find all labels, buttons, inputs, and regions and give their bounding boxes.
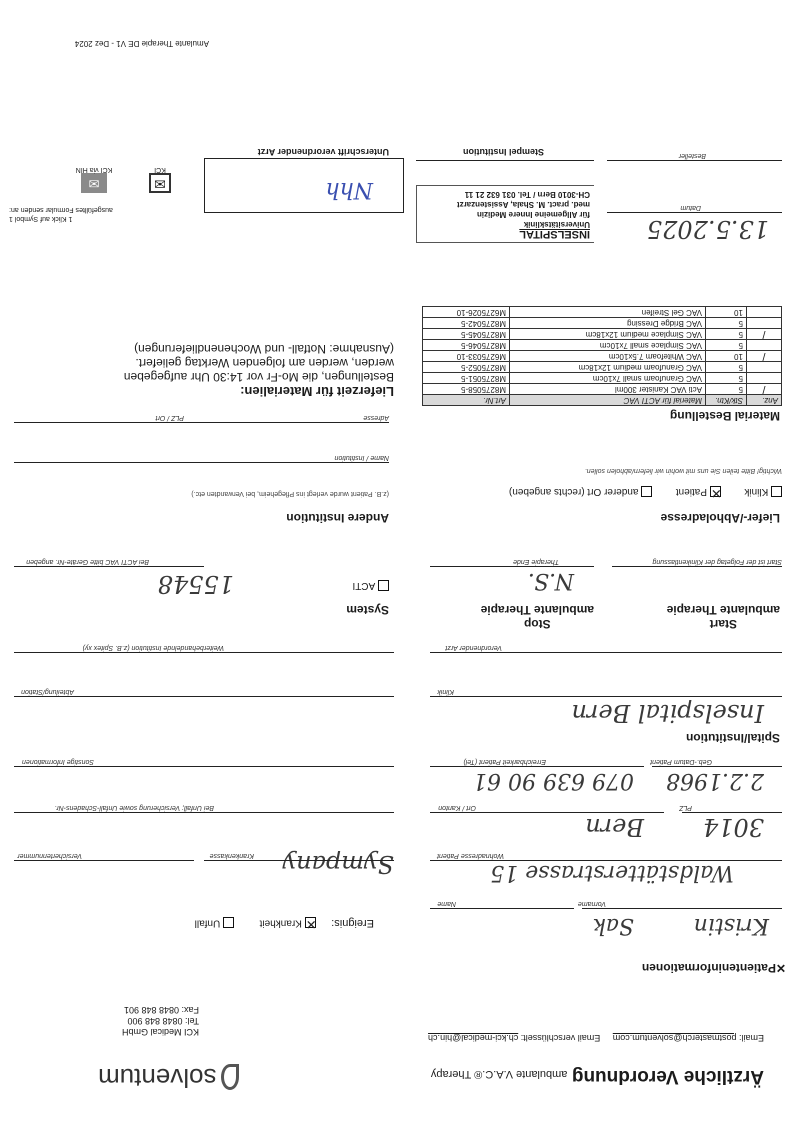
lieferzeit-title: Lieferzeit für Materialien:	[240, 384, 394, 399]
form-title	[431, 1065, 764, 1087]
envelope-icon: ✉	[149, 173, 171, 193]
date-line	[607, 212, 782, 213]
acti-row: ACTI	[352, 580, 389, 591]
material-table	[422, 306, 782, 406]
send-instructions: 1 Klick auf Symbol 1 ausgefülltes Formular senden an:	[9, 206, 113, 222]
email-main-link[interactable]: postmasterch@solventum.com	[612, 1033, 737, 1043]
insurer-value[interactable]: Sympany	[282, 850, 394, 878]
orderer-line	[607, 160, 782, 161]
city-line	[430, 812, 664, 813]
col-qty: Anz.	[747, 395, 782, 406]
table-row: 5 VAC Granufoam medium 12x18cm M8275052-5	[423, 362, 782, 373]
delivery-section-title: Liefer-/Abholadresse	[660, 511, 780, 525]
table-row: 10 VAC Gel Streifen M6275026-10	[423, 307, 782, 318]
brand-logo	[98, 1062, 239, 1093]
end-date-line	[430, 566, 594, 567]
physician-line	[430, 652, 782, 653]
col-art: Art.Nr.	[423, 395, 510, 406]
cross-mark-icon: ✕	[775, 961, 786, 975]
signature-value: Nhh	[325, 177, 373, 202]
device-no-line	[14, 566, 204, 567]
company-block: KCI Medical GmbH Tel: 0848 848 900 Fax: 0848 848 901	[121, 1005, 199, 1037]
zip-line	[682, 812, 782, 813]
insurance-no-line	[14, 860, 194, 861]
form-page: Ärztliche Verordnung ambulante V.A.C.® Therapy solventum Email: postmasterch@solventum.com Email verschlüsselt: ch.kci-medical@hin.ch KCI Medical GmbH Tel: 0848 848 900 Fax: 0848 848 901 ✕Patienteninformationen Ereignis: ✕ Krankheit Unfall Sak Kristin Name Vorname Waldstätterstrasse 15 Sympany Wohnadresse Patient Krankenkasse Versichertennummer 3014 Bern PLZ Ort / Kanton Bei Unfall; Versicherung sowie Unfall-Schadens-Nr. 2.2.1968 079 639 90 61 Geb.-Datum Patient Erreichbarkeit Patient (Tel) Sonstige Informationen Spital/Institution Inselspital Bern Klinik Abteilung/Station Verordnender Arzt Weiterbehandelnde Institution (z.B. Spitex xy) Start ambulante Therapie Stop ambulante Therapie System N.S. Start ist der Folgetag der Klinikentlassung Therapie Ende ACTI 15548 Bei ACTI VAC bitte Geräte-Nr. angeben Liefer-/Abholadresse Andere Institution Klinik ✕ Patient anderer Ort (rechts angeben) (z.B. Patient wurde verlegt ins Pflegeheim, bei Verwandten etc.) Wichtig! Bitte teilen Sie uns mit wohin wir liefern/abholen sollen. Name / Institution Adresse PLZ / Ort Material Bestellung Anz. Stk/Ktn. Material für ACTI VAC Art.Nr. / 5 Acti VAC Kanister 300ml M8275058-5 5 VAC Granufoam small 7x10cm M8275051-5 5 VAC Granufoam medium 12x18cm M8275052-5 / 10 VAC Whitefoam 7.5x10cm M6275033-10 5 VAC Simplace small 7x10cm M8275046-5 / 5 VAC Simplace medium 12x18cm M8275045-5 5 VAC Bridge Dressing M8275042-5 10 VAC Gel Streifen M6275026-10 Lieferzeit für Materialien: Bestellungen, die Mo-Fr vor 14:30 Uhr aufgegeben werden, werden am folgenden Werktag geliefert. (Ausnahme: Notfall- und Wochenendlieferungen) 13.5.2025 Datum Besteller INSELSPITAL Universitätsklinik für Allgemeine Innere Medizin med. pract. M. Shala, Assistenzarzt CH-3010 Bern / Tel. 031 632 21 11 Stempel Institution Nhh Unterschrift verordnender Arzt 1 Klick auf Symbol 1 ausgefülltes Formular senden an: ✉ KCI ✉ KCI via HIN Amulante Therapie DE V1 - Dez 2024	[0, 0, 794, 1123]
acti-checkbox[interactable]	[378, 580, 389, 591]
table-row: / 5 VAC Simplace medium 12x18cm M8275045-5	[423, 329, 782, 340]
table-row: 5 VAC Granufoam small 7x10cm M8275051-5	[423, 373, 782, 384]
followup-line	[14, 652, 394, 653]
city-value[interactable]: Bern	[585, 813, 644, 841]
signature-box[interactable]	[204, 158, 404, 213]
phone-line	[430, 766, 644, 767]
lieferzeit-block: Lieferzeit für Materialien: Bestellungen, die Mo-Fr vor 14:30 Uhr aufgegeben werden, werden am folgenden Werktag geliefert. (Ausnahme: Notfall- und Wochenendlieferungen)	[24, 342, 394, 398]
other-institution-title: Andere Institution	[286, 511, 389, 525]
footer-version: Amulante Therapie DE V1 - Dez 2024	[74, 39, 209, 48]
address-value[interactable]: Waldstätterstrasse 15	[490, 860, 734, 885]
other-info-line	[14, 766, 394, 767]
accident-checkbox[interactable]	[223, 918, 234, 929]
delivery-other-checkbox[interactable]	[641, 486, 652, 497]
name-value[interactable]: Sak	[592, 913, 634, 938]
col-material: Material für ACTI VAC	[510, 395, 706, 406]
start-therapy-title: Start ambulante Therapie	[666, 603, 780, 631]
table-row: / 10 VAC Whitefoam 7.5x10cm M6275033-10	[423, 351, 782, 362]
firstname-field-line	[582, 908, 782, 909]
send-hin-button[interactable]: ✉ KCI via HIN	[75, 166, 113, 191]
clinic-line	[430, 696, 782, 697]
phone-value[interactable]: 079 639 90 61	[473, 768, 634, 793]
col-pack: Stk/Ktn.	[706, 395, 747, 406]
device-no-value[interactable]: 15548	[157, 570, 234, 598]
email-row: Email: postmasterch@solventum.com Email verschlüsselt: ch.kci-medical@hin.ch	[428, 1033, 764, 1043]
table-row: 5 VAC Simplace small 7x10cm M8275046-5	[423, 340, 782, 351]
zip-value[interactable]: 3014	[702, 813, 764, 841]
patient-section-title: ✕Patienteninformationen	[641, 961, 786, 975]
insurer-line	[204, 860, 394, 861]
dob-line	[652, 766, 782, 767]
table-row: / 5 Acti VAC Kanister 300ml M8275058-5	[423, 384, 782, 395]
address-delivery-line	[14, 422, 389, 423]
email-encrypted-link[interactable]: ch.kci-medical@hin.ch	[428, 1033, 519, 1043]
event-row: Ereignis: ✕ Krankheit Unfall	[195, 917, 374, 929]
department-line	[14, 696, 394, 697]
material-section-title: Material Bestellung	[669, 409, 780, 423]
address-line	[430, 860, 782, 861]
firstname-value[interactable]: Kristin	[693, 913, 769, 938]
brand-name: solventum	[98, 1063, 217, 1093]
name-field-line	[434, 908, 574, 909]
clinic-value[interactable]: Inselspital Bern	[571, 699, 764, 727]
name-institution-line	[14, 462, 389, 463]
institution-stamp: INSELSPITAL Universitätsklinik für Allgemeine Innere Medizin med. pract. M. Shala, Assistenzarzt CH-3010 Bern / Tel. 031 632 21 11	[416, 185, 594, 243]
form-title-bold: Ärztliche Verordnung	[571, 1066, 764, 1087]
brand-swirl-icon	[221, 1065, 239, 1091]
hospital-section-title: Spital/Institution	[686, 731, 780, 745]
delivery-clinic-checkbox[interactable]	[771, 486, 782, 497]
date-value[interactable]: 13.5.2025	[646, 215, 769, 243]
stamp-line	[416, 160, 594, 161]
stop-value[interactable]: N.S.	[527, 568, 574, 593]
system-title: System	[346, 603, 389, 617]
dob-value[interactable]: 2.2.1968	[666, 768, 764, 793]
start-date-line	[612, 566, 782, 567]
form-title-rest: ambulante V.A.C.® Therapy	[430, 1068, 568, 1080]
delivery-patient-checkbox[interactable]	[710, 486, 721, 497]
hin-envelope-icon: ✉	[81, 173, 107, 193]
material-table-header	[423, 395, 782, 406]
accident-note-line	[14, 812, 394, 813]
table-row: 5 VAC Bridge Dressing M8275042-5	[423, 318, 782, 329]
illness-checkbox[interactable]	[305, 918, 316, 929]
delivery-options-row: Klinik ✕ Patient anderer Ort (rechts angeben)	[509, 486, 782, 497]
stop-therapy-title: Stop ambulante Therapie	[480, 603, 594, 631]
send-kci-button[interactable]: ✉ KCI	[146, 166, 174, 193]
